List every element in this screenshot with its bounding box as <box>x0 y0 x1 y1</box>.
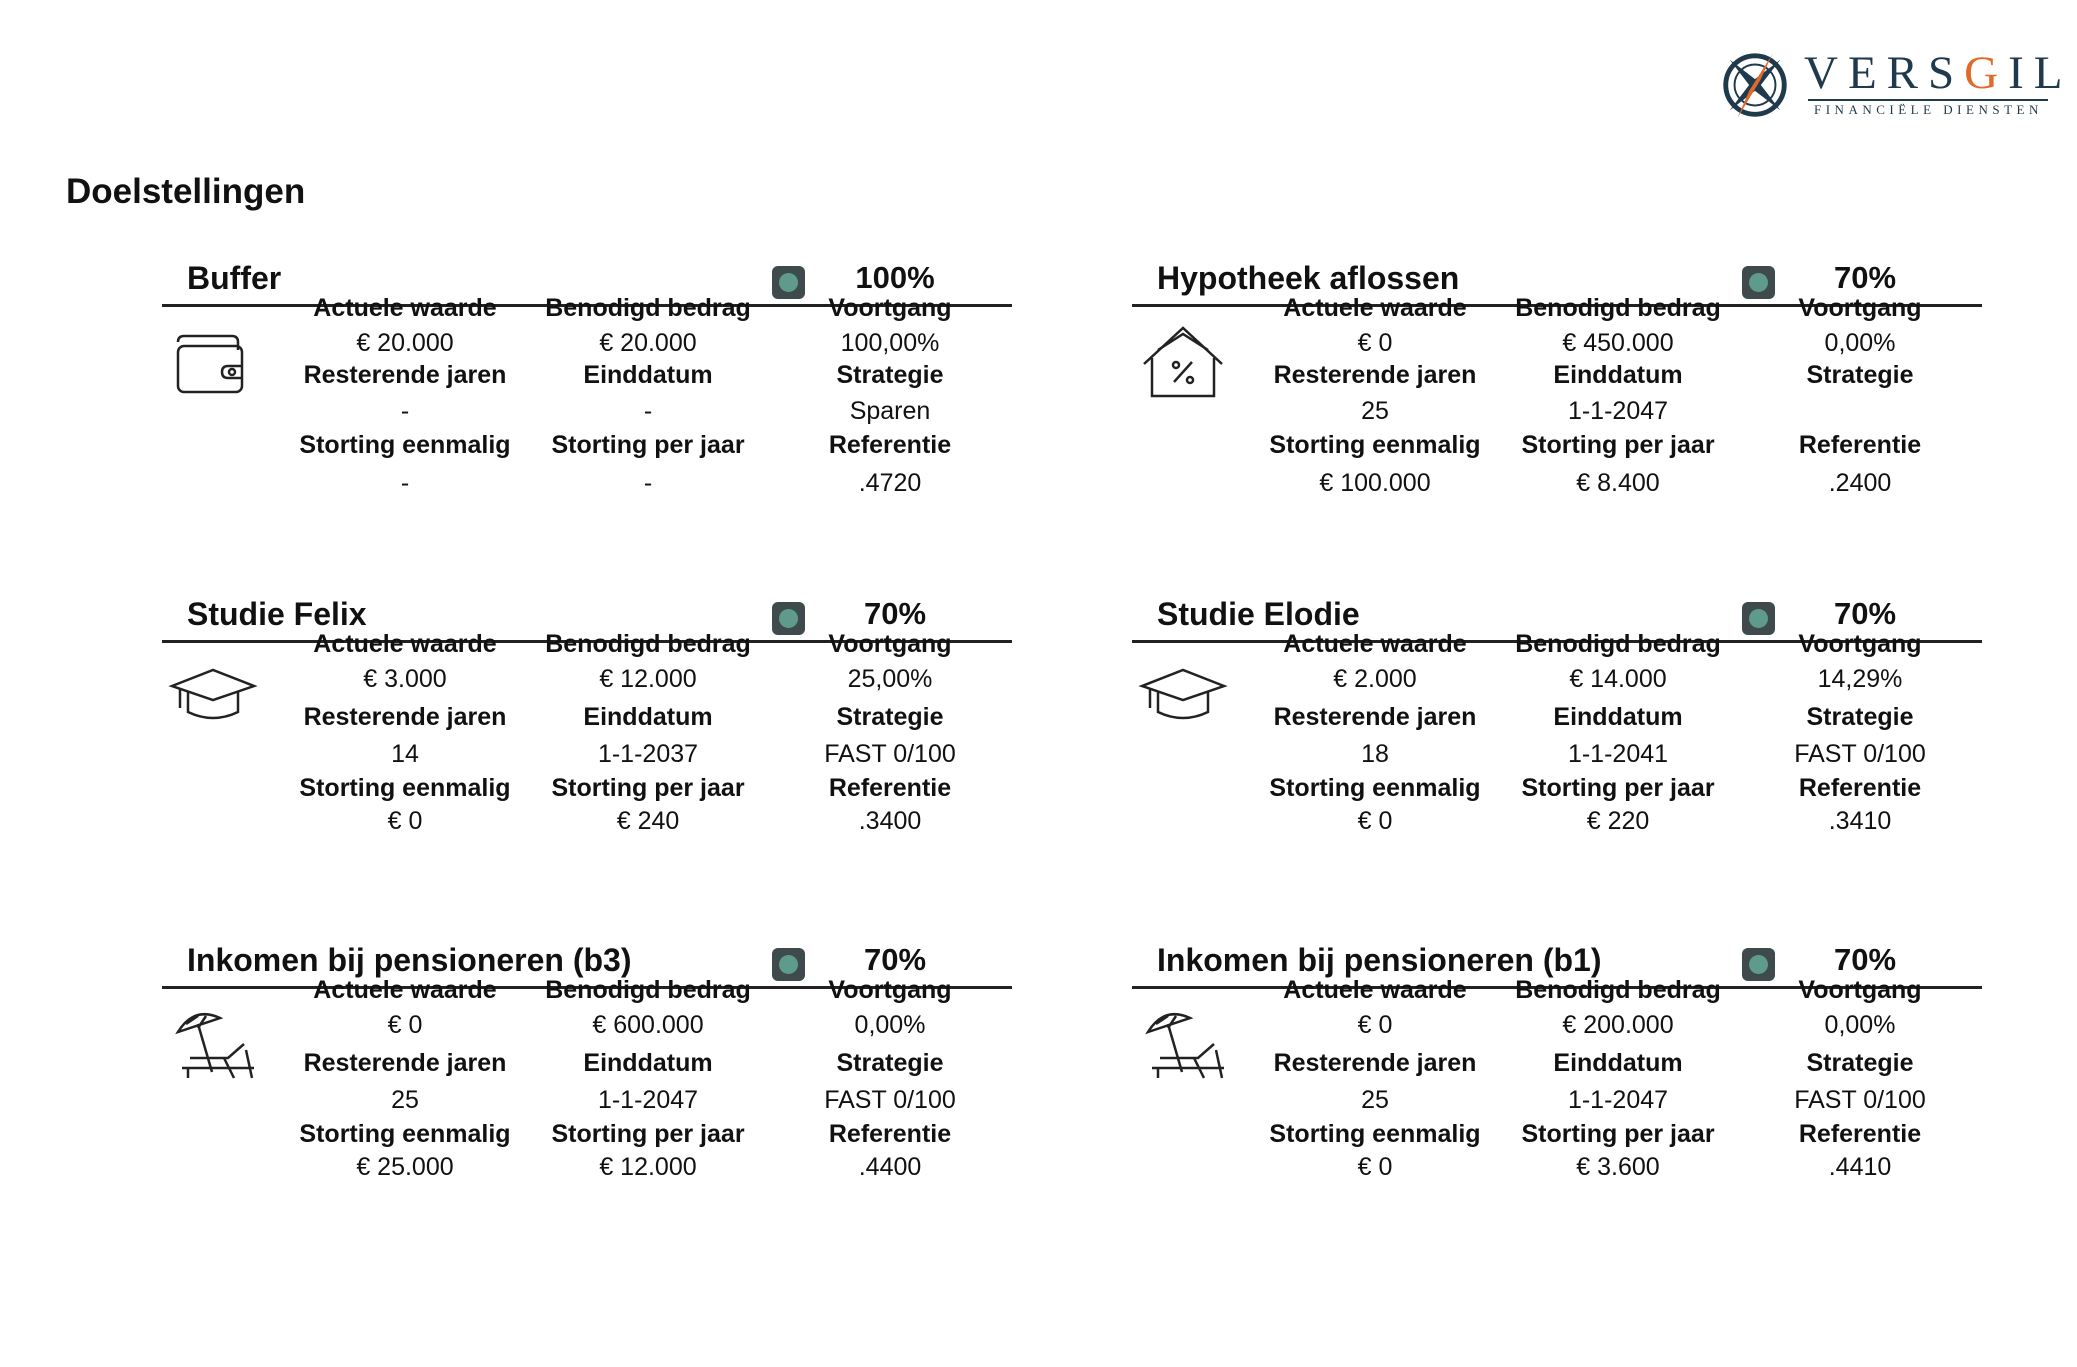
field-value: € 3.600 <box>1576 1153 1660 1181</box>
field-value: € 20.000 <box>599 329 697 357</box>
field-label: Benodigd bedrag <box>545 294 751 322</box>
field-value: € 25.000 <box>356 1153 454 1181</box>
field-value: € 0 <box>1357 1011 1393 1039</box>
field-value: FAST 0/100 <box>824 1086 956 1114</box>
field-label: Benodigd bedrag <box>545 630 751 658</box>
field-value: € 12.000 <box>599 665 697 693</box>
goal-title: Studie Elodie <box>1157 596 1360 632</box>
field-value: € 0 <box>1357 1153 1393 1181</box>
field-label: Resterende jaren <box>303 1049 507 1077</box>
goal-title: Inkomen bij pensioneren (b1) <box>1157 942 1602 978</box>
field-label: Voortgang <box>828 294 952 322</box>
field-label: Voortgang <box>1798 294 1922 322</box>
field-label: Actuele waarde <box>1283 976 1467 1004</box>
goal-title: Inkomen bij pensioneren (b3) <box>187 942 632 978</box>
compass-logo-icon <box>1716 46 1794 124</box>
goal-card <box>162 260 1012 520</box>
field-label: Resterende jaren <box>303 703 507 731</box>
field-value: 14,29% <box>1817 665 1903 693</box>
field-label: Storting per jaar <box>551 774 745 802</box>
field-label: Einddatum <box>583 1049 713 1077</box>
field-value: .3400 <box>858 807 922 835</box>
goal-card <box>1132 942 1982 1202</box>
goal-percentage: 70% <box>1833 596 1897 631</box>
field-label: Strategie <box>1806 361 1914 389</box>
field-label: Referentie <box>828 1120 952 1148</box>
field-label: Storting per jaar <box>1521 431 1715 459</box>
field-value: € 240 <box>616 807 680 835</box>
field-label: Resterende jaren <box>1273 1049 1477 1077</box>
field-label: Benodigd bedrag <box>545 976 751 1004</box>
field-value: 14 <box>391 740 419 768</box>
field-value: € 14.000 <box>1569 665 1667 693</box>
field-value: .4410 <box>1828 1153 1892 1181</box>
field-label: Storting per jaar <box>1521 1120 1715 1148</box>
goal-card <box>1132 260 1982 520</box>
beach-chair-icon <box>1138 1002 1228 1092</box>
field-value: 18 <box>1361 740 1389 768</box>
field-label: Voortgang <box>1798 976 1922 1004</box>
wallet-icon <box>168 320 258 410</box>
field-value: 25,00% <box>847 665 933 693</box>
field-label: Strategie <box>836 703 944 731</box>
field-label: Actuele waarde <box>1283 294 1467 322</box>
goal-card <box>162 596 1012 856</box>
field-value: 25 <box>1361 1086 1389 1114</box>
field-value: - <box>400 469 410 497</box>
field-label: Actuele waarde <box>313 976 497 1004</box>
field-label: Resterende jaren <box>1273 361 1477 389</box>
field-label: Resterende jaren <box>303 361 507 389</box>
field-label: Storting eenmalig <box>299 774 511 802</box>
field-value: FAST 0/100 <box>824 740 956 768</box>
field-label: Strategie <box>836 1049 944 1077</box>
field-value: 1-1-2047 <box>597 1086 699 1114</box>
field-value: € 220 <box>1586 807 1650 835</box>
field-label: Storting per jaar <box>551 1120 745 1148</box>
field-label: Referentie <box>828 774 952 802</box>
field-value: € 0 <box>1357 807 1393 835</box>
field-value: € 0 <box>387 1011 423 1039</box>
field-value: 25 <box>391 1086 419 1114</box>
field-label: Actuele waarde <box>1283 630 1467 658</box>
field-label: Strategie <box>1806 703 1914 731</box>
field-label: Actuele waarde <box>313 630 497 658</box>
versgil-logo <box>1716 46 2073 128</box>
brand-name: VERSGIL <box>1804 47 2073 99</box>
field-value: € 450.000 <box>1562 329 1674 357</box>
field-value: 25 <box>1361 397 1389 425</box>
field-value: .4720 <box>858 469 922 497</box>
field-value: € 600.000 <box>592 1011 704 1039</box>
beach-chair-icon <box>168 1002 258 1092</box>
field-value: € 8.400 <box>1576 469 1660 497</box>
goal-percentage: 70% <box>1833 942 1897 977</box>
field-label: Einddatum <box>583 703 713 731</box>
field-label: Storting per jaar <box>1521 774 1715 802</box>
field-label: Benodigd bedrag <box>1515 294 1721 322</box>
field-value: - <box>643 469 653 497</box>
field-label: Referentie <box>1798 774 1922 802</box>
field-label: Storting eenmalig <box>1269 1120 1481 1148</box>
field-label: Voortgang <box>828 630 952 658</box>
goal-percentage: 100% <box>855 260 935 295</box>
goal-percentage: 70% <box>863 596 927 631</box>
field-value: € 100.000 <box>1319 469 1431 497</box>
field-label: Strategie <box>836 361 944 389</box>
goal-card <box>1132 596 1982 856</box>
field-label: Resterende jaren <box>1273 703 1477 731</box>
field-label: Storting eenmalig <box>1269 774 1481 802</box>
field-value: Sparen <box>849 397 931 425</box>
field-value: € 200.000 <box>1562 1011 1674 1039</box>
graduation-cap-icon <box>168 656 258 746</box>
goal-percentage: 70% <box>863 942 927 977</box>
field-label: Storting eenmalig <box>1269 431 1481 459</box>
field-value: FAST 0/100 <box>1794 1086 1926 1114</box>
field-value: 1-1-2047 <box>1567 397 1669 425</box>
field-label: Voortgang <box>1798 630 1922 658</box>
field-value: 1-1-2047 <box>1567 1086 1669 1114</box>
field-value: € 20.000 <box>356 329 454 357</box>
field-value: .2400 <box>1828 469 1892 497</box>
graduation-cap-icon <box>1138 656 1228 746</box>
field-label: Einddatum <box>1553 703 1683 731</box>
field-value: 100,00% <box>840 329 940 357</box>
field-label: Referentie <box>1798 431 1922 459</box>
field-value: € 3.000 <box>363 665 447 693</box>
field-value: € 2.000 <box>1333 665 1417 693</box>
field-value: € 0 <box>1357 329 1393 357</box>
field-value: 1-1-2037 <box>597 740 699 768</box>
goal-title: Hypotheek aflossen <box>1157 260 1460 296</box>
brand-tagline: FINANCIËLE DIENSTEN <box>1814 102 2043 117</box>
field-label: Einddatum <box>1553 1049 1683 1077</box>
field-value: € 12.000 <box>599 1153 697 1181</box>
field-value: FAST 0/100 <box>1794 740 1926 768</box>
field-value: 0,00% <box>1824 329 1896 357</box>
field-label: Voortgang <box>828 976 952 1004</box>
field-value: € 0 <box>387 807 423 835</box>
field-label: Actuele waarde <box>313 294 497 322</box>
goal-title: Studie Felix <box>187 596 367 632</box>
field-label: Benodigd bedrag <box>1515 630 1721 658</box>
field-value: .3410 <box>1828 807 1892 835</box>
field-value: 1-1-2041 <box>1567 740 1669 768</box>
goal-title: Buffer <box>187 260 282 296</box>
field-label: Referentie <box>1798 1120 1922 1148</box>
field-label: Storting per jaar <box>551 431 745 459</box>
goal-card <box>162 942 1012 1202</box>
field-label: Einddatum <box>583 361 713 389</box>
field-label: Benodigd bedrag <box>1515 976 1721 1004</box>
field-label: Einddatum <box>1553 361 1683 389</box>
field-label: Storting eenmalig <box>299 1120 511 1148</box>
field-label: Referentie <box>828 431 952 459</box>
field-value: - <box>400 397 410 425</box>
house-percent-icon <box>1138 320 1228 410</box>
field-value: 0,00% <box>1824 1011 1896 1039</box>
field-label: Storting eenmalig <box>299 431 511 459</box>
field-value: .4400 <box>858 1153 922 1181</box>
field-label: Strategie <box>1806 1049 1914 1077</box>
field-value: - <box>643 397 653 425</box>
field-value: 0,00% <box>854 1011 926 1039</box>
goal-percentage: 70% <box>1833 260 1897 295</box>
page-title: Doelstellingen <box>66 172 306 211</box>
